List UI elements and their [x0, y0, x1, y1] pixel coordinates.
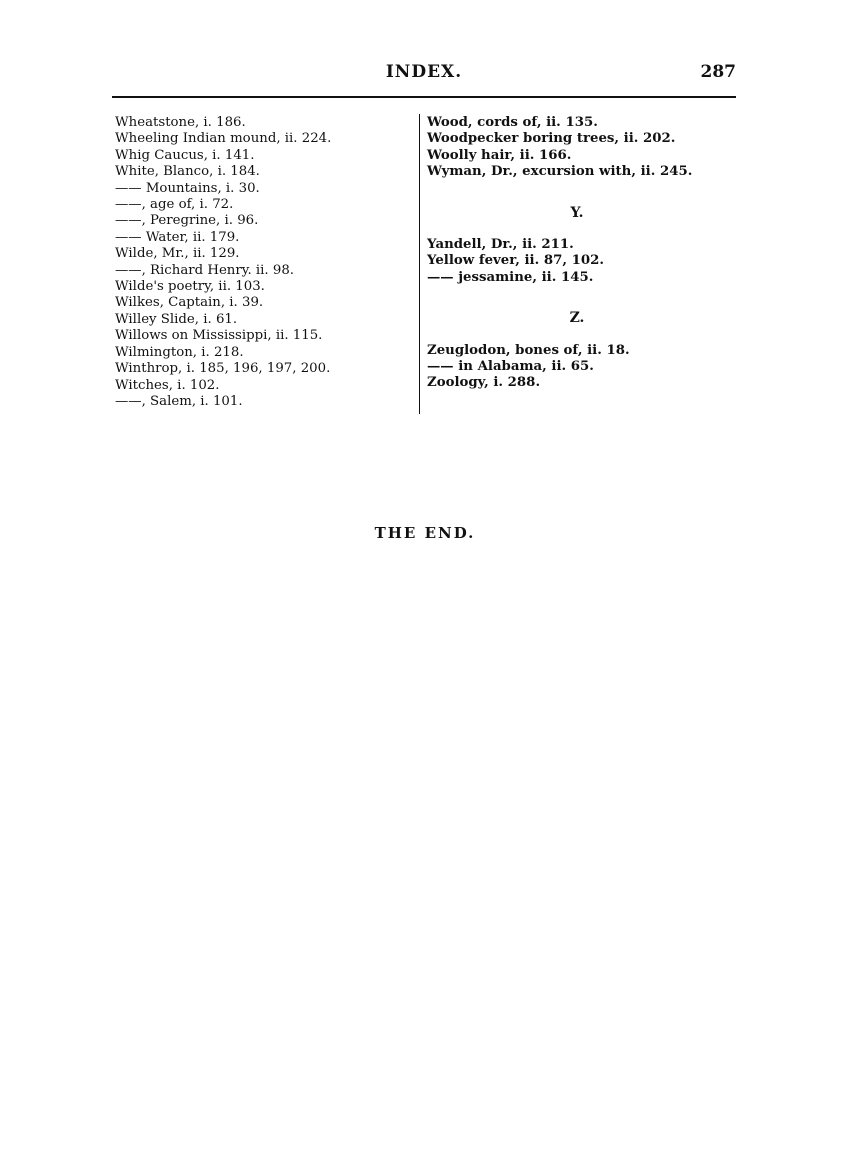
column-divider: [419, 114, 420, 414]
index-entry: Zeuglodon, bones of, ii. 18.: [427, 342, 630, 358]
running-head: INDEX.: [385, 62, 463, 82]
page-header: [112, 62, 736, 86]
index-entry: ——, Salem, i. 101.: [115, 393, 243, 409]
index-entry: —— Water, ii. 179.: [115, 229, 240, 245]
index-column-left: [115, 115, 415, 410]
index-entry: Wilde's poetry, ii. 103.: [115, 279, 265, 295]
letter-heading-y: Y.: [570, 204, 584, 221]
index-entry: Whig Caucus, i. 141.: [115, 147, 255, 163]
index-entry: Wilde, Mr., ii. 129.: [115, 246, 240, 262]
index-entry: Wheeling Indian mound, ii. 224.: [115, 131, 332, 147]
index-entry: Yellow fever, ii. 87, 102.: [427, 253, 605, 269]
the-end: THE END.: [374, 524, 476, 542]
index-entry: Wheatstone, i. 186.: [115, 115, 246, 130]
index-entry: Wilkes, Captain, i. 39.: [115, 295, 264, 311]
letter-heading-z: Z.: [569, 310, 585, 327]
index-entry: Woolly hair, ii. 166.: [427, 147, 572, 163]
index-entry: —— in Alabama, ii. 65.: [427, 359, 594, 375]
index-entry: Winthrop, i. 185, 196, 197, 200.: [115, 361, 331, 377]
index-entry: Wilmington, i. 218.: [115, 344, 244, 360]
index-entry: Woodpecker boring trees, ii. 202.: [427, 131, 676, 147]
index-entry: ——, age of, i. 72.: [115, 197, 234, 213]
index-entry: Wyman, Dr., excursion with, ii. 245.: [427, 164, 693, 180]
index-entry: Yandell, Dr., ii. 211.: [427, 237, 574, 253]
page-number: 287: [700, 62, 736, 82]
index-column-right: [427, 115, 747, 392]
index-entry: —— jessamine, ii. 145.: [427, 269, 594, 285]
index-entry: Zoology, i. 288.: [427, 375, 541, 391]
index-entry: —— Mountains, i. 30.: [115, 180, 260, 196]
index-entry: White, Blanco, i. 184.: [115, 164, 260, 180]
index-entry: Willows on Mississippi, ii. 115.: [115, 328, 323, 344]
header-rule: [112, 96, 736, 98]
index-entry: ——, Peregrine, i. 96.: [115, 213, 259, 229]
index-entry: Wood, cords of, ii. 135.: [427, 115, 598, 130]
index-entry: ——, Richard Henry. ii. 98.: [115, 262, 295, 278]
index-entry: Witches, i. 102.: [115, 377, 220, 393]
index-entry: Willey Slide, i. 61.: [115, 311, 238, 327]
